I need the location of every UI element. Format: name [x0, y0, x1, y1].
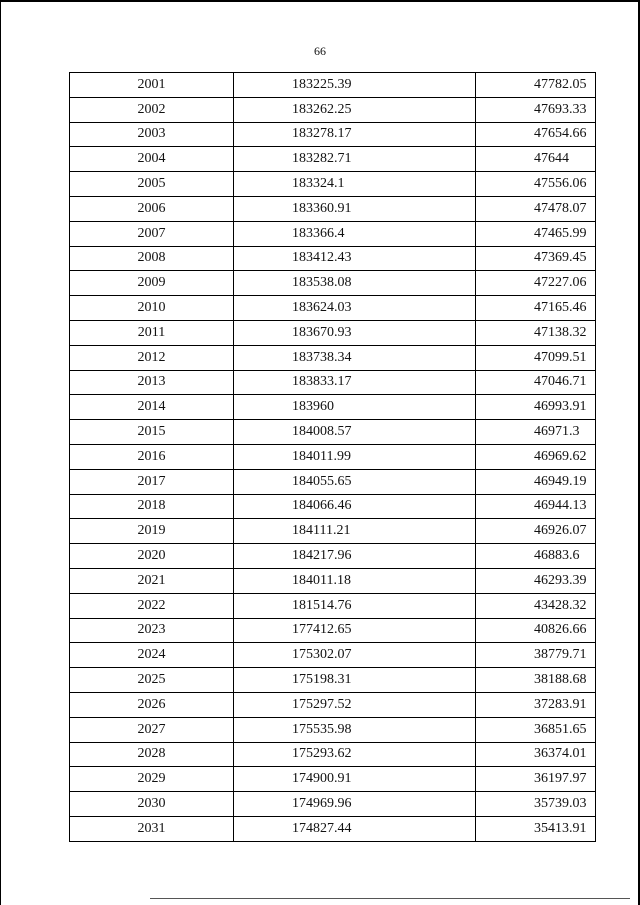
- table-row: [70, 692, 596, 717]
- year-cell: 2031: [70, 816, 234, 841]
- value-a-cell: 183412.43: [234, 246, 476, 271]
- year-cell: 2006: [70, 196, 234, 221]
- value-b-cell: 47556.06: [476, 172, 596, 197]
- value-a-cell: 184111.21: [234, 519, 476, 544]
- page-border-left: [0, 0, 1, 905]
- table-row: [70, 147, 596, 172]
- value-a-cell: 184055.65: [234, 469, 476, 494]
- year-cell: 2029: [70, 767, 234, 792]
- year-cell: 2004: [70, 147, 234, 172]
- table-row: [70, 320, 596, 345]
- value-b-cell: 43428.32: [476, 593, 596, 618]
- value-a-cell: 183278.17: [234, 122, 476, 147]
- table-row: [70, 742, 596, 767]
- table-row: [70, 271, 596, 296]
- table-row: [70, 668, 596, 693]
- year-cell: 2003: [70, 122, 234, 147]
- year-cell: 2030: [70, 792, 234, 817]
- value-a-cell: 183360.91: [234, 196, 476, 221]
- value-b-cell: 40826.66: [476, 618, 596, 643]
- table-row: [70, 221, 596, 246]
- value-a-cell: 183366.4: [234, 221, 476, 246]
- year-cell: 2014: [70, 395, 234, 420]
- value-b-cell: 47227.06: [476, 271, 596, 296]
- table-row: [70, 792, 596, 817]
- table-row: [70, 196, 596, 221]
- table-row: [70, 172, 596, 197]
- value-b-cell: 38188.68: [476, 668, 596, 693]
- value-b-cell: 36197.97: [476, 767, 596, 792]
- value-a-cell: 183738.34: [234, 345, 476, 370]
- year-cell: 2012: [70, 345, 234, 370]
- value-b-cell: 46293.39: [476, 568, 596, 593]
- table-body: [70, 73, 596, 842]
- value-b-cell: 37283.91: [476, 692, 596, 717]
- year-cell: 2011: [70, 320, 234, 345]
- table-row: [70, 494, 596, 519]
- value-a-cell: 183538.08: [234, 271, 476, 296]
- page-number: 66: [314, 44, 326, 58]
- value-b-cell: 46969.62: [476, 444, 596, 469]
- value-a-cell: 184011.18: [234, 568, 476, 593]
- value-a-cell: 183960: [234, 395, 476, 420]
- year-cell: 2007: [70, 221, 234, 246]
- year-cell: 2026: [70, 692, 234, 717]
- table-row: [70, 544, 596, 569]
- value-b-cell: 47138.32: [476, 320, 596, 345]
- value-b-cell: 46944.13: [476, 494, 596, 519]
- value-b-cell: 35739.03: [476, 792, 596, 817]
- year-cell: 2015: [70, 420, 234, 445]
- value-a-cell: 184008.57: [234, 420, 476, 445]
- year-cell: 2002: [70, 97, 234, 122]
- value-a-cell: 183324.1: [234, 172, 476, 197]
- table-row: [70, 767, 596, 792]
- table-row: [70, 370, 596, 395]
- year-cell: 2020: [70, 544, 234, 569]
- value-a-cell: 175302.07: [234, 643, 476, 668]
- year-cell: 2001: [70, 73, 234, 98]
- year-cell: 2018: [70, 494, 234, 519]
- data-table: [69, 72, 596, 842]
- value-a-cell: 183262.25: [234, 97, 476, 122]
- value-b-cell: 47046.71: [476, 370, 596, 395]
- year-cell: 2027: [70, 717, 234, 742]
- value-a-cell: 175535.98: [234, 717, 476, 742]
- value-a-cell: 175198.31: [234, 668, 476, 693]
- value-a-cell: 183670.93: [234, 320, 476, 345]
- table-row: [70, 395, 596, 420]
- value-b-cell: 47465.99: [476, 221, 596, 246]
- table-row: [70, 444, 596, 469]
- value-b-cell: 47782.05: [476, 73, 596, 98]
- table-row: [70, 643, 596, 668]
- value-a-cell: 181514.76: [234, 593, 476, 618]
- value-a-cell: 174969.96: [234, 792, 476, 817]
- value-a-cell: 183833.17: [234, 370, 476, 395]
- table-row: [70, 519, 596, 544]
- value-a-cell: 183624.03: [234, 296, 476, 321]
- value-b-cell: 47644: [476, 147, 596, 172]
- value-a-cell: 175297.52: [234, 692, 476, 717]
- bottom-rule: [150, 898, 630, 899]
- value-b-cell: 46883.6: [476, 544, 596, 569]
- value-b-cell: 46949.19: [476, 469, 596, 494]
- value-a-cell: 184011.99: [234, 444, 476, 469]
- year-cell: 2028: [70, 742, 234, 767]
- value-a-cell: 174900.91: [234, 767, 476, 792]
- value-b-cell: 47654.66: [476, 122, 596, 147]
- value-b-cell: 47478.07: [476, 196, 596, 221]
- year-cell: 2010: [70, 296, 234, 321]
- table-row: [70, 246, 596, 271]
- table-row: [70, 420, 596, 445]
- value-a-cell: 183282.71: [234, 147, 476, 172]
- page-border-top: [0, 0, 640, 2]
- table-row: [70, 717, 596, 742]
- table-row: [70, 593, 596, 618]
- table-row: [70, 345, 596, 370]
- year-cell: 2024: [70, 643, 234, 668]
- year-cell: 2016: [70, 444, 234, 469]
- year-cell: 2023: [70, 618, 234, 643]
- value-a-cell: 184066.46: [234, 494, 476, 519]
- year-cell: 2019: [70, 519, 234, 544]
- value-a-cell: 177412.65: [234, 618, 476, 643]
- value-b-cell: 46971.3: [476, 420, 596, 445]
- value-a-cell: 175293.62: [234, 742, 476, 767]
- year-cell: 2008: [70, 246, 234, 271]
- value-a-cell: 184217.96: [234, 544, 476, 569]
- value-b-cell: 38779.71: [476, 643, 596, 668]
- value-a-cell: 183225.39: [234, 73, 476, 98]
- year-cell: 2017: [70, 469, 234, 494]
- year-cell: 2022: [70, 593, 234, 618]
- table-row: [70, 97, 596, 122]
- value-b-cell: 47165.46: [476, 296, 596, 321]
- value-b-cell: 36851.65: [476, 717, 596, 742]
- table-row: [70, 816, 596, 841]
- year-cell: 2005: [70, 172, 234, 197]
- value-b-cell: 47099.51: [476, 345, 596, 370]
- table-row: [70, 469, 596, 494]
- table-row: [70, 618, 596, 643]
- value-b-cell: 46926.07: [476, 519, 596, 544]
- value-b-cell: 47369.45: [476, 246, 596, 271]
- value-b-cell: 36374.01: [476, 742, 596, 767]
- year-cell: 2009: [70, 271, 234, 296]
- table-row: [70, 568, 596, 593]
- year-cell: 2025: [70, 668, 234, 693]
- year-cell: 2013: [70, 370, 234, 395]
- table-row: [70, 296, 596, 321]
- table-row: [70, 73, 596, 98]
- value-a-cell: 174827.44: [234, 816, 476, 841]
- value-b-cell: 47693.33: [476, 97, 596, 122]
- value-b-cell: 46993.91: [476, 395, 596, 420]
- year-cell: 2021: [70, 568, 234, 593]
- value-b-cell: 35413.91: [476, 816, 596, 841]
- table-row: [70, 122, 596, 147]
